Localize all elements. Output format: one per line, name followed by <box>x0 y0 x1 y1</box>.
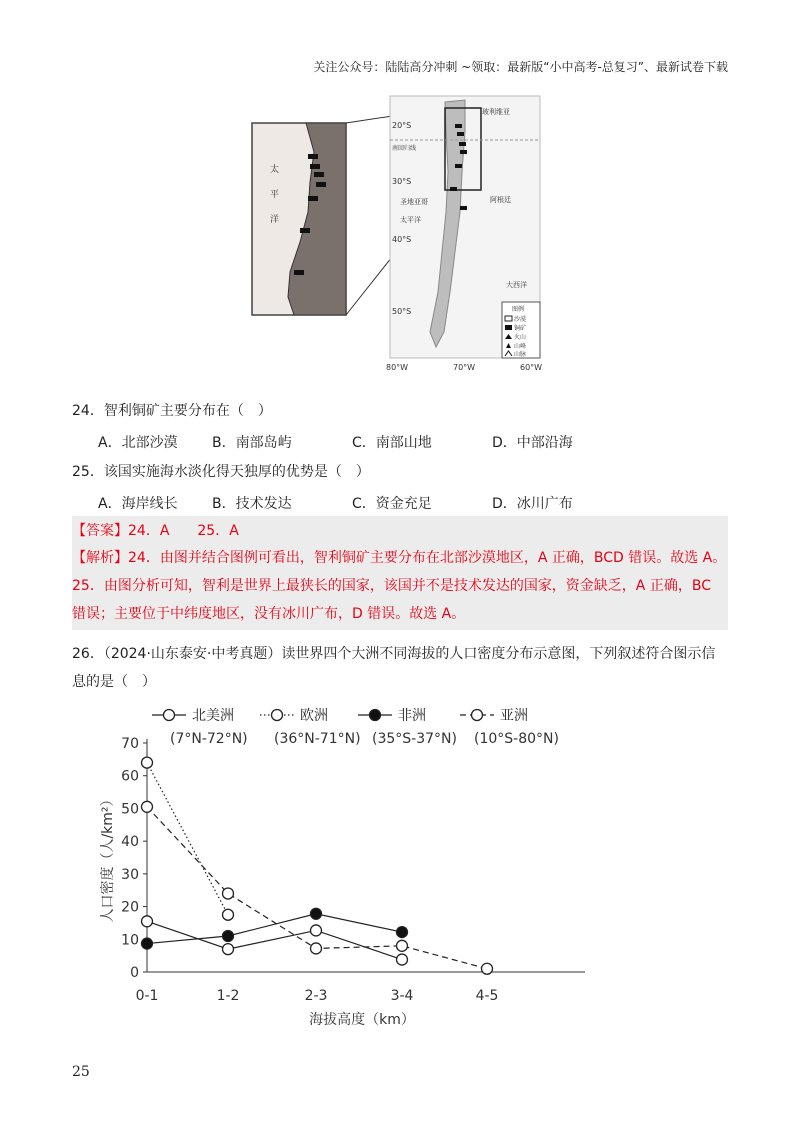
data-point <box>223 931 234 942</box>
q25-option-c: C．资金充足 <box>352 496 432 512</box>
legend-name: 亚洲 <box>500 708 528 724</box>
y-axis-label: 人口密度（人/km²） <box>100 792 116 923</box>
x-tick-label: 2-3 <box>304 988 328 1004</box>
q26-line-2: 息的是（ ） <box>72 674 156 690</box>
series-2 <box>142 757 234 920</box>
map-legend-desert: 沙漠 <box>514 316 527 323</box>
x-tick-label: 3-4 <box>390 988 414 1004</box>
y-tick-label: 70 <box>121 736 139 752</box>
y-tick-label: 0 <box>130 965 139 981</box>
x-tick-label: 4-5 <box>475 988 499 1004</box>
q25-option-d: D．冰川广布 <box>492 496 573 512</box>
data-point <box>397 954 408 965</box>
data-point <box>142 757 153 768</box>
lat-50s: 50°S <box>392 307 412 316</box>
q24-option-c: C．南部山地 <box>352 435 432 451</box>
map-legend-range: 山脉 <box>514 351 527 358</box>
lon-70w: 70°W <box>453 363 476 372</box>
q25-option-a: A．海岸线长 <box>98 496 178 512</box>
series-line <box>147 763 228 915</box>
label-tropic: 南回归线 <box>392 145 417 152</box>
label-bolivia: 玻利维亚 <box>482 108 510 116</box>
data-point <box>142 916 153 927</box>
analysis-25: 25．由图分析可知，智利是世界上最狭长的国家，该国并不是技术发达的国家，资金缺乏，A 正确，BC 错误；主要位于中纬度地区，没有冰川广布，D 错误。故选 A。 <box>72 578 711 622</box>
data-point <box>223 944 234 955</box>
legend-marker <box>472 710 483 721</box>
chart-legend <box>152 708 559 747</box>
chart-axes <box>100 736 585 1028</box>
y-tick-label: 20 <box>121 899 139 916</box>
lat-20s: 20°S <box>392 121 412 130</box>
page-number: 25 <box>72 1064 90 1080</box>
map-legend-title: 图例 <box>512 306 525 313</box>
answer-tag: 【答案】 <box>72 523 128 539</box>
analysis-24: 24．由图并结合图例可看出，智利铜矿主要分布在北部沙漠地区，A 正确，BCD 错误。故选 A。 <box>128 550 727 566</box>
legend-item-2 <box>260 708 361 747</box>
legend-range: (7°N-72°N) <box>170 731 248 747</box>
legend-range: (10°S-80°N) <box>474 731 559 747</box>
y-tick-label: 40 <box>121 834 139 851</box>
inset-label-3: 洋 <box>270 215 280 225</box>
population-density-chart <box>100 695 620 1035</box>
legend-item-3 <box>358 708 457 747</box>
data-point <box>311 925 322 936</box>
map-legend-volcano: 火山 <box>514 334 527 341</box>
label-santiago: 圣地亚哥 <box>400 198 428 206</box>
page-header: 关注公众号：陆陆高分冲刺 ~领取：最新版“小中高考-总复习”、最新试卷下载 <box>313 60 728 74</box>
legend-range: (36°N-71°N) <box>274 731 361 747</box>
q24-option-a: A．北部沙漠 <box>98 435 178 451</box>
lon-80w: 80°W <box>386 363 409 372</box>
lat-40s: 40°S <box>392 235 412 244</box>
q25-option-b: B．技术发达 <box>212 496 292 512</box>
legend-range: (35°S-37°N) <box>372 731 457 747</box>
series-3 <box>142 908 408 949</box>
q26-line-1: 26．（2024·山东泰安·中考真题）读世界四个大洲不同海拔的人口密度分布示意图，下列叙述符合图示信 <box>72 646 716 662</box>
label-argentina: 阿根廷 <box>490 196 511 204</box>
legend-marker <box>272 710 283 721</box>
answer-line <box>72 520 239 540</box>
data-point <box>142 938 153 949</box>
question-24: 24．智利铜矿主要分布在（ ） <box>72 403 272 419</box>
data-point <box>482 963 493 974</box>
map-legend-peak: 山峰 <box>514 343 527 350</box>
label-atlantic: 大西洋 <box>506 281 527 289</box>
question-25: 25．该国实施海水淡化得天独厚的优势是（ ） <box>72 464 370 480</box>
legend-name: 非洲 <box>398 708 426 724</box>
inset-label-2: 平 <box>270 190 280 200</box>
legend-item-1 <box>152 708 248 747</box>
question-26 <box>72 640 728 696</box>
data-point <box>397 940 408 951</box>
x-tick-label: 0-1 <box>135 988 159 1004</box>
chart-svg <box>100 695 620 1035</box>
lat-30s: 30°S <box>392 177 412 186</box>
inset-label-1: 太 <box>270 165 280 175</box>
series-4 <box>142 801 493 974</box>
data-point <box>223 888 234 899</box>
data-point <box>397 927 408 938</box>
lon-60w: 60°W <box>520 363 543 372</box>
chile-map-figure <box>250 92 550 372</box>
analysis-tag: 【解析】 <box>72 550 128 566</box>
chart-series <box>142 757 493 974</box>
analysis-block <box>72 544 728 628</box>
data-point <box>142 801 153 812</box>
desert-symbol <box>505 316 512 321</box>
copper-symbol <box>505 325 512 330</box>
map-legend-copper: 铜矿 <box>514 325 527 332</box>
y-tick-label: 30 <box>121 866 139 883</box>
data-point <box>311 943 322 954</box>
analysis-line-1 <box>72 544 728 572</box>
chile-map-svg <box>250 92 550 372</box>
answer-text: 24．A 25．A <box>128 523 239 539</box>
y-tick-label: 60 <box>121 768 139 785</box>
x-axis-label: 海拔高度（km） <box>309 1012 415 1028</box>
q24-option-b: B．南部岛屿 <box>212 435 292 451</box>
label-pacific: 太平洋 <box>400 216 421 224</box>
q24-option-d: D．中部沿海 <box>492 435 573 451</box>
legend-name: 欧洲 <box>300 708 328 724</box>
x-tick-label: 1-2 <box>216 988 240 1004</box>
legend-marker <box>370 710 381 721</box>
data-point <box>311 908 322 919</box>
data-point <box>223 909 234 920</box>
legend-marker <box>164 710 175 721</box>
legend-item-4 <box>460 708 559 747</box>
y-tick-label: 10 <box>121 932 139 949</box>
y-tick-label: 50 <box>121 801 139 818</box>
legend-name: 北美洲 <box>192 708 234 724</box>
